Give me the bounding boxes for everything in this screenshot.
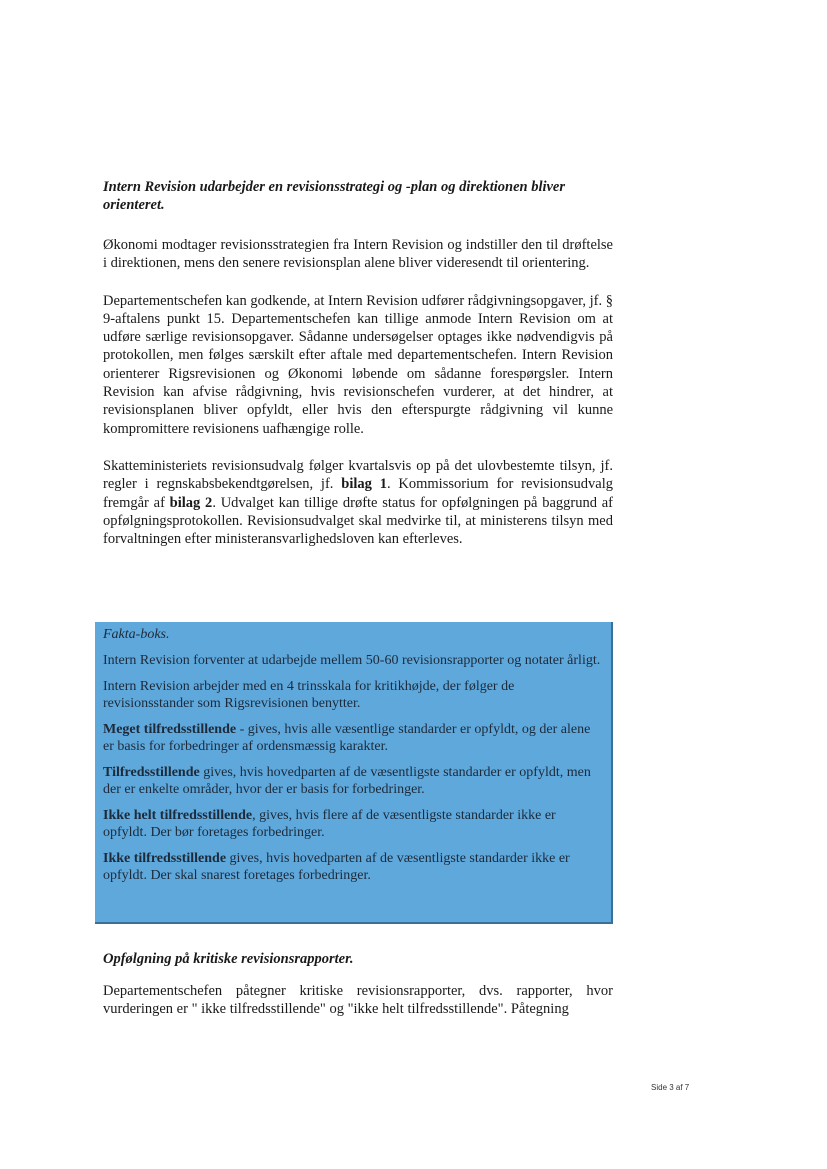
rating-text: , gives, hvis flere af de væsentligste standarder ikke er opfyldt. Der bør foretages forbedringer.: [103, 808, 556, 840]
committee-text-c: . Kommissorium for revisionsudvalg fremgår af: [103, 476, 614, 511]
annex-2-ref: bilag 2: [169, 494, 213, 511]
annex-1-ref: bilag 1: [341, 476, 387, 493]
committee-text-d: . Udvalget kan tillige drøfte status for opfølgningen på baggrund af opfølgningsprotokollen. Revisionsudvalget skal medvirke til, at ministerens tilsyn med forvaltningen efter ministeransvarlighedsloven kan efterleves.: [103, 494, 614, 548]
fact-box: [95, 622, 613, 924]
rating-label: Tilfredsstillende: [103, 765, 200, 780]
fact-scale: Intern Revision arbejder med en 4 trinsskala for kritikhøjde, der følger de revisionsstander som Rigsrevisionen benytter.: [103, 679, 515, 711]
section-followup: [103, 950, 613, 1038]
rating-text: gives, hvis hovedparten af de væsentligste standarder ikke er opfyldt. Der skal snarest foretages forbedringer.: [103, 851, 570, 883]
rating-label: Ikke tilfredsstillende: [103, 851, 227, 866]
paragraph-endorsement: Departementschefen påtegner kritiske revisionsrapporter, dvs. rapporter, hvor vurderingen er " ikke tilfredsstillende" og "ikke helt tilfredsstillende". Påtegning: [103, 983, 613, 1018]
rating-text: - gives, hvis alle væsentlige standarder er opfyldt, og der alene er basis for forbedringer af ordensmæssig karakter.: [103, 722, 591, 754]
rating-label: Meget tilfredsstillende: [103, 722, 237, 737]
fact-very-satisfactory: [103, 721, 603, 755]
section-heading: Opfølgning på kritiske revisionsrapporter.: [103, 951, 354, 967]
fact-not-quite-satisfactory: [103, 807, 603, 841]
section-strategy: [103, 178, 613, 567]
section-heading: Intern Revision udarbejder en revisionsstrategi og -plan og direktionen bliver orienteret.: [103, 179, 566, 213]
fact-satisfactory: [103, 764, 603, 798]
fact-not-satisfactory: [103, 850, 603, 884]
committee-text-a: Skatteministeriets revisionsudvalg følger kvartalsvis op på det ulovbestemte tilsyn, jf. regler i regnskabsbekendtgørelsen, jf.: [103, 457, 613, 493]
page-number: Side 3 af 7: [651, 1083, 690, 1092]
rating-label: Ikke helt tilfredsstillende: [103, 808, 253, 823]
fact-box-title: Fakta-boks.: [103, 627, 170, 642]
paragraph-economy: Økonomi modtager revisionsstrategien fra Intern Revision og indstiller den til drøftelse i direktionen, mens den senere revisionsplan alene bliver videresendt til orientering.: [103, 237, 613, 272]
fact-reports: Intern Revision forventer at udarbejde mellem 50-60 revisionsrapporter og notater årligt.: [103, 653, 601, 668]
paragraph-advisory: Departementschefen kan godkende, at Intern Revision udfører rådgivningsopgaver, jf. § 9-aftalens punkt 15. Departementschefen kan tillige anmode Intern Revision om at udføre særlige revisionsopgaver. Sådanne undersøgelser optages ikke nødvendigvis på protokollen, men følges særskilt efter aftale med departementschefen. Intern Revision orienterer Rigsrevisionen og Økonomi løbende om sådanne forespørgsler. Intern Revision kan afvise rådgivning, hvis revisionschefen vurderer, at det hindrer, at revisionsplanen bliver opfyldt, eller hvis den efterspurgte rådgivning vil kunne kompromittere revisionens uafhængige rolle.: [103, 292, 613, 437]
rating-text: gives, hvis hovedparten af de væsentligste standarder er opfyldt, men der er enkelte områder, hvor der er basis for forbedringer.: [103, 765, 591, 797]
paragraph-committee: [103, 457, 613, 548]
